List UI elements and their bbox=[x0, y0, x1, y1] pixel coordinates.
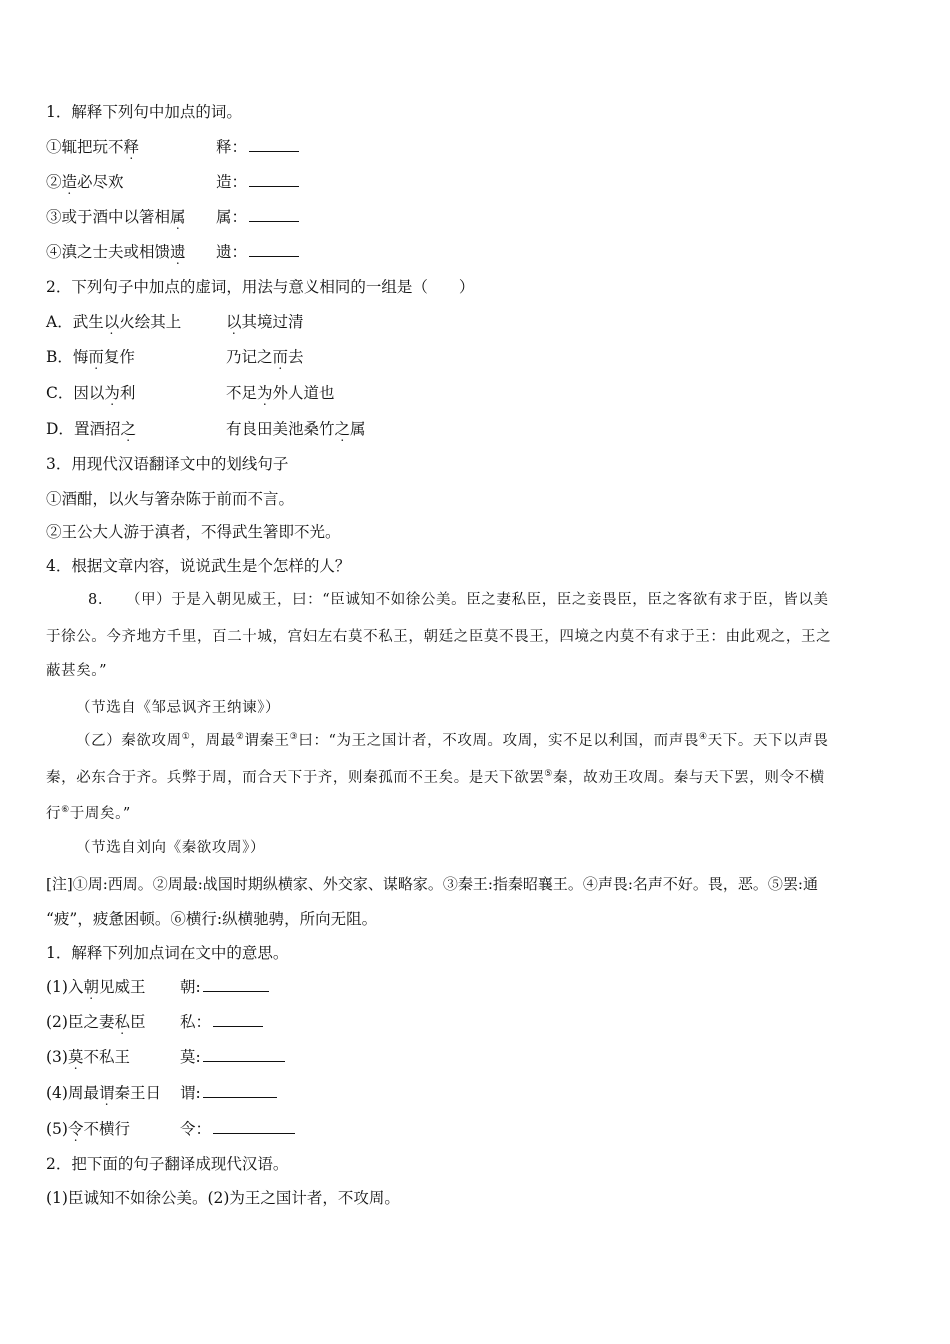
q1-item-4-answer[interactable]: 遗： bbox=[216, 242, 299, 262]
part2-question-2-items: (1)臣诚知不如徐公美。(2)为王之国计者，不攻周。 bbox=[46, 1189, 400, 1207]
q1-item-3-answer[interactable]: 属： bbox=[216, 207, 299, 227]
q1-item-2: ②造必尽欢 bbox=[46, 173, 124, 191]
passage-yi-source: （节选自刘向《秦欲攻周》） bbox=[76, 840, 266, 856]
p2-q1-item-2-answer[interactable]: 私： bbox=[180, 1012, 263, 1032]
q2-option-d[interactable]: D．置酒招之 bbox=[46, 420, 136, 438]
q2-option-c[interactable]: C．因以为利 bbox=[46, 384, 136, 402]
passage-yi-line-2: 秦，必东合于齐。兵弊于周，而合天下于齐，则秦孤而不王矣。是天下欲罢⑤秦，故劝王攻周。秦与天下罢，则令不横 bbox=[46, 769, 825, 786]
p2-q1-item-5-answer[interactable]: 令： bbox=[180, 1119, 295, 1139]
passage-jia-line-3: 蔽甚矣。” bbox=[46, 663, 108, 679]
passage-jia-source: （节选自《邹忌讽齐王纳谏》） bbox=[76, 700, 281, 716]
question-2-title: 2．下列句子中加点的虚词，用法与意义相同的一组是（ ） bbox=[46, 278, 475, 296]
passage-jia-line-1: 8. （甲）于是入朝见威王，曰：“臣诚知不如徐公美。臣之妻私臣，臣之妾畏臣，臣之客欲有求于臣，皆以美 bbox=[88, 592, 829, 608]
question-4-title: 4．根据文章内容，说说武生是个怎样的人？ bbox=[46, 557, 351, 575]
p2-q1-item-3-answer[interactable]: 莫: bbox=[180, 1047, 285, 1067]
q1-item-1-answer[interactable]: 释： bbox=[216, 137, 299, 157]
p2-q1-item-4: (4)周最谓秦王日 bbox=[46, 1084, 161, 1102]
p2-q1-item-1: (1)入朝见威王 bbox=[46, 978, 146, 996]
p2-q1-item-4-answer[interactable]: 谓: bbox=[180, 1083, 277, 1103]
question-3-title: 3．用现代汉语翻译文中的划线句子 bbox=[46, 455, 289, 473]
part2-question-2-title: 2．把下面的句子翻译成现代汉语。 bbox=[46, 1155, 289, 1173]
q2-option-d-second: 有良田美池桑竹之属 bbox=[226, 420, 366, 438]
q1-item-2-answer[interactable]: 造： bbox=[216, 172, 299, 192]
q2-option-b-second: 乃记之而去 bbox=[226, 348, 304, 366]
question-1-title: 1．解释下列句中加点的词。 bbox=[46, 103, 242, 121]
p2-q1-item-1-answer[interactable]: 朝: bbox=[180, 977, 269, 997]
q1-item-3: ③或于酒中以箸相属 bbox=[46, 208, 186, 226]
q3-item-2: ②王公大人游于滇者，不得武生箸即不光。 bbox=[46, 523, 341, 541]
q1-item-1: ①辄把玩不释 bbox=[46, 138, 140, 156]
q2-option-a-second: 以其境过清 bbox=[226, 313, 304, 331]
q2-option-c-second: 不足为外人道也 bbox=[226, 384, 335, 402]
p2-q1-item-3: (3)莫不私王 bbox=[46, 1048, 130, 1066]
q1-item-4: ④滇之士夫或相馈遗 bbox=[46, 243, 186, 261]
passage-yi-line-1: （乙）秦欲攻周①，周最②谓秦王③曰：“为王之国计者，不攻周。攻周，实不足以利国，而声畏④天下。天下以声畏 bbox=[76, 732, 829, 749]
notes-line-1: [注]①周:西周。②周最:战国时期纵横家、外交家、谋略家。③秦王:指秦昭襄王。④声畏:名声不好。畏，恶。⑤罢:通 bbox=[46, 875, 818, 893]
passage-yi-line-3: 行⑥于周矣。” bbox=[46, 805, 131, 822]
q3-item-1: ①酒酣，以火与箸杂陈于前而不言。 bbox=[46, 490, 295, 508]
notes-line-2: “疲”，疲惫困顿。⑥横行:纵横驰骋，所向无阻。 bbox=[46, 910, 378, 928]
q2-option-b[interactable]: B．悔而复作 bbox=[46, 348, 135, 366]
p2-q1-item-2: (2)臣之妻私臣 bbox=[46, 1013, 146, 1031]
part2-question-1-title: 1．解释下列加点词在文中的意思。 bbox=[46, 944, 289, 962]
q2-option-a[interactable]: A．武生以火绘其上 bbox=[46, 313, 182, 331]
p2-q1-item-5: (5)令不横行 bbox=[46, 1120, 130, 1138]
passage-jia-line-2: 于徐公。今齐地方千里，百二十城，宫妇左右莫不私王，朝廷之臣莫不畏王，四境之内莫不有求于王：由此观之，王之 bbox=[46, 629, 832, 645]
